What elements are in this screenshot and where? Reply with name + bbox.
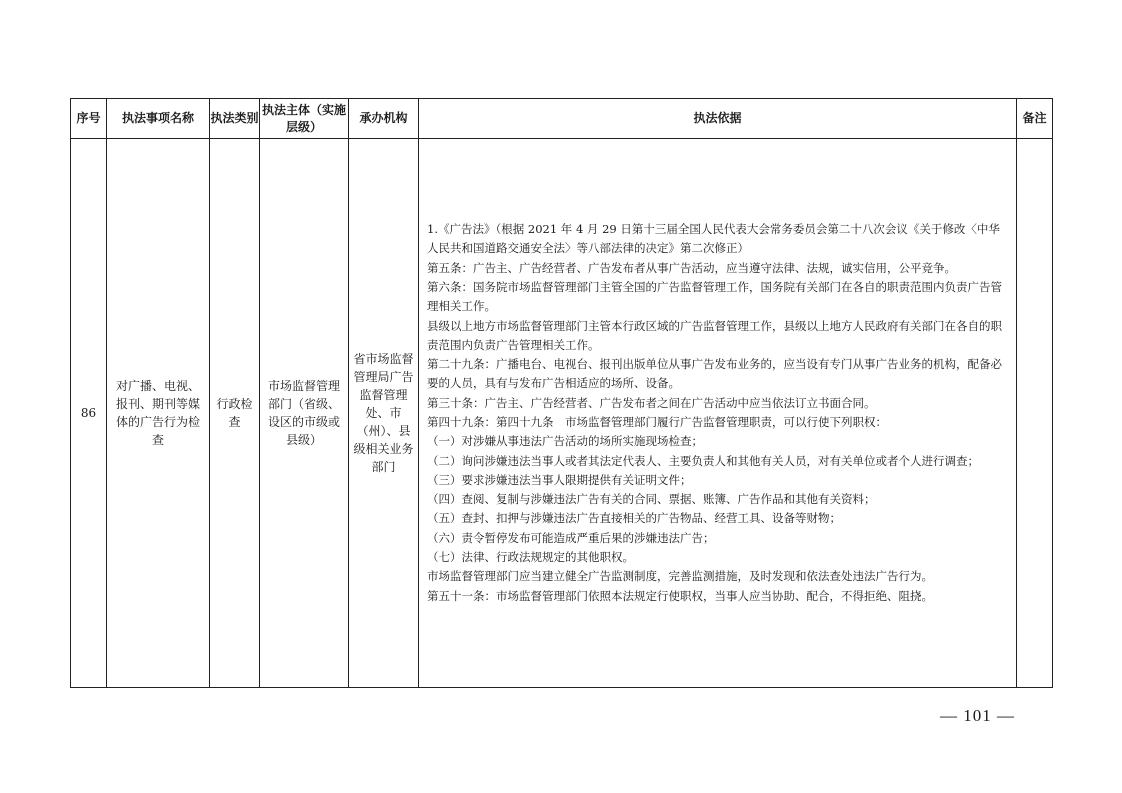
enforcement-table (70, 98, 1052, 688)
basis-line: （四）查阅、复制与涉嫌违法广告有关的合同、票据、账簿、广告作品和其他有关资料； (427, 492, 876, 507)
row-seq: 86 (71, 139, 107, 688)
header-category: 执法类别 (210, 99, 260, 139)
page-number: — 101 — (940, 706, 1015, 725)
basis-line: 第五十一条：市场监督管理部门依照本法规定行使职权，当事人应当协助、配合，不得拒绝、阻挠。 (427, 588, 933, 603)
row-remark (1017, 139, 1053, 688)
basis-line: 县级以上地方市场监督管理部门主管本行政区域的广告监督管理工作，县级以上地方人民政府有关部门在各自的职责范围内负责广告管理相关工作。 (427, 318, 1002, 352)
table-row (71, 139, 1053, 688)
header-remark: 备注 (1017, 99, 1053, 139)
basis-line: 第三十条：广告主、广告经营者、广告发布者之间在广告活动中应当依法订立书面合同。 (427, 395, 876, 410)
basis-line: 第六条：国务院市场监督管理部门主管全国的广告监督管理工作，国务院有关部门在各自的职责范围内负责广告管理相关工作。 (427, 279, 1002, 314)
basis-line: 第四十九条：第四十九条 市场监督管理部门履行广告监督管理职责，可以行使下列职权： (427, 415, 887, 429)
header-item-name: 执法事项名称 (107, 99, 210, 139)
basis-line: 第二十九条：广播电台、电视台、报刊出版单位从事广告发布业务的，应当设有专门从事广告业务的机构，配备必要的人员，具有与发布广告相适应的场所、设备。 (427, 357, 1002, 391)
header-row (71, 99, 1053, 139)
basis-line: （二）询问涉嫌违法当事人或者其法定代表人、主要负责人和其他有关人员，对有关单位或者个人进行调查； (427, 453, 979, 468)
basis-line: 1.《广告法》（根据 2021 年 4 月 29 日第十三届全国人民代表大会常务委员会第二十八次会议《关于修改〈中华人民共和国道路交通安全法〉等八部法律的决定》第二次修正） (427, 222, 1000, 256)
header-seq: 序号 (71, 99, 107, 139)
row-subject: 市场监督管理部门（省级、设区的市级或县级） (260, 139, 349, 688)
row-category: 行政检查 (210, 139, 260, 688)
basis-line: 第五条：广告主、广告经营者、广告发布者从事广告活动，应当遵守法律、法规，诚实信用，公平竞争。 (427, 260, 956, 275)
basis-line: （六）责令暂停发布可能造成严重后果的涉嫌违法广告； (427, 530, 715, 545)
basis-line: （三）要求涉嫌违法当事人限期提供有关证明文件； (427, 472, 692, 487)
basis-line: （七）法律、行政法规规定的其他职权。 (427, 550, 634, 565)
basis-line: 市场监督管理部门应当建立健全广告监测制度，完善监测措施，及时发现和依法查处违法广告行为。 (427, 569, 933, 584)
header-basis: 执法依据 (419, 99, 1017, 139)
basis-line: （一）对涉嫌从事违法广告活动的场所实施现场检查； (427, 434, 703, 449)
row-basis (419, 139, 1017, 688)
header-subject: 执法主体（实施层级） (260, 99, 349, 139)
header-agency: 承办机构 (349, 99, 419, 139)
row-agency: 省市场监督管理局广告监督管理处、市（州）、县级相关业务部门 (349, 139, 419, 688)
basis-line: （五）查封、扣押与涉嫌违法广告直接相关的广告物品、经营工具、设备等财物； (427, 511, 841, 526)
row-item-name: 对广播、电视、报刊、期刊等媒体的广告行为检查 (107, 139, 210, 688)
